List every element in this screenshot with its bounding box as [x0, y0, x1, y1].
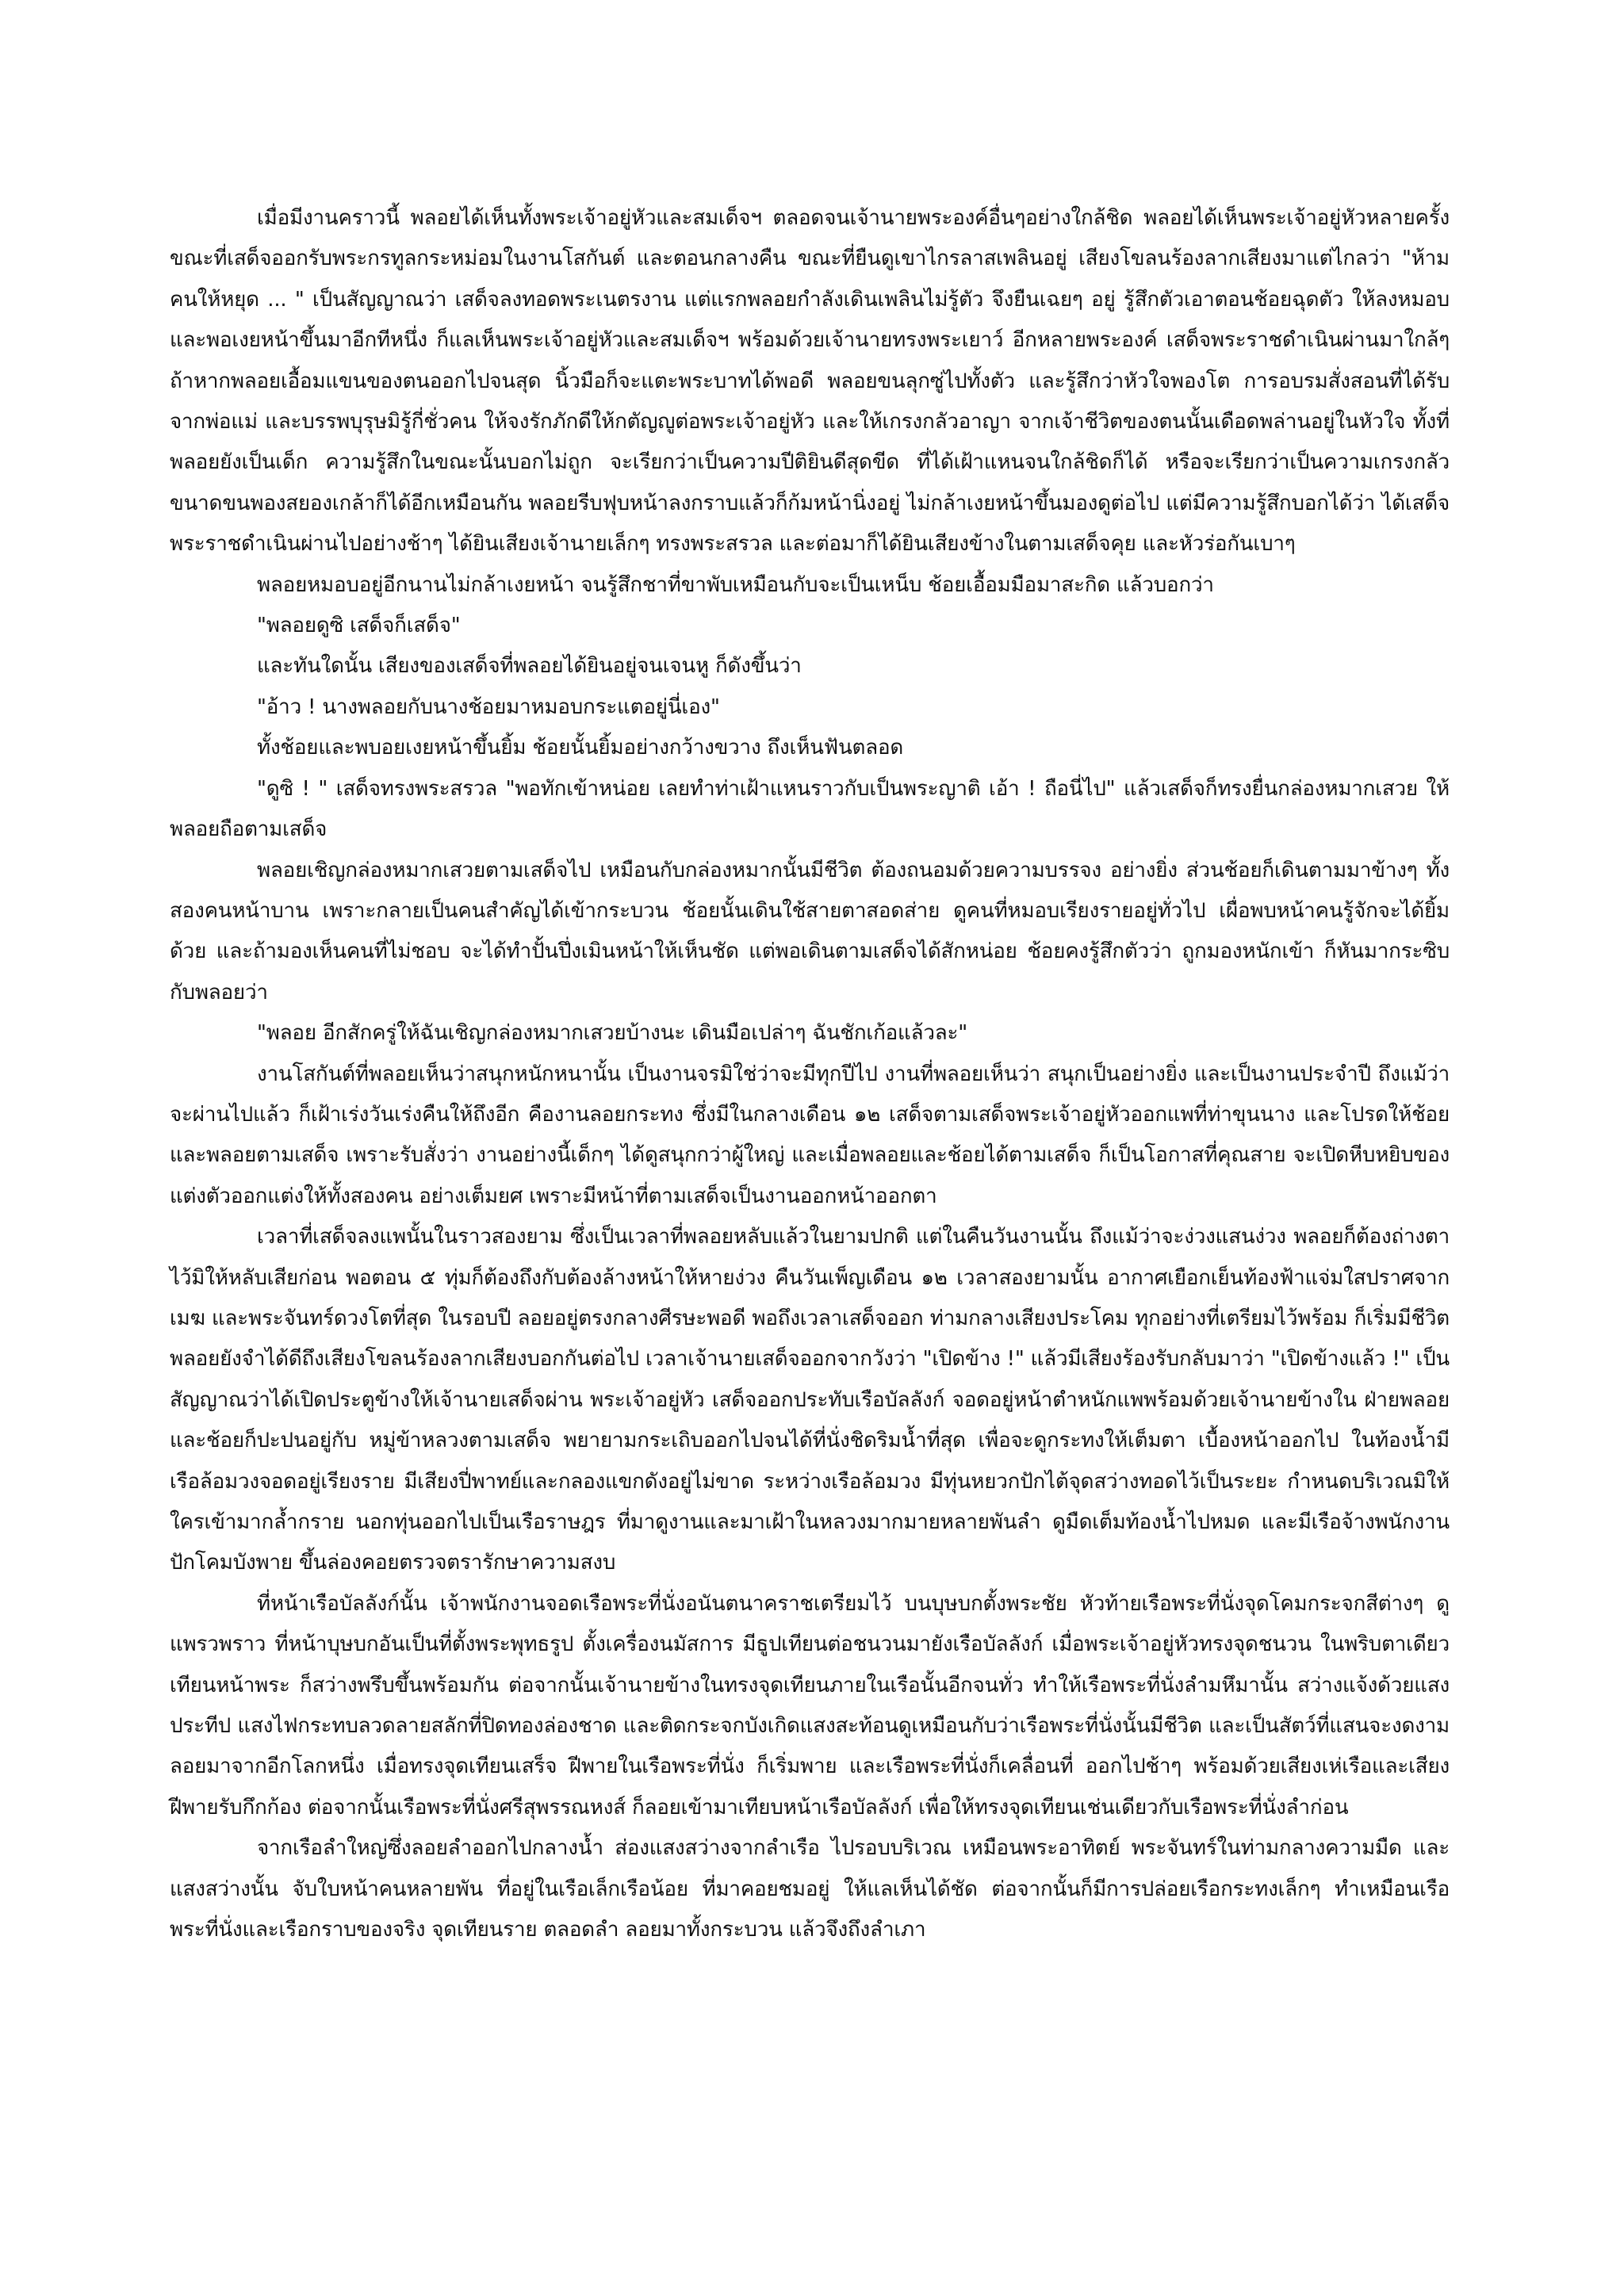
document-body [170, 198, 1450, 1950]
paragraph-2: พลอยหมอบอยู่อีกนานไม่กล้าเงยหน้า จนรู้สึกชาที่ขาพับเหมือนกับจะเป็นเหน็บ ช้อยเอื้อมมือมาสะกิด แล้วบอกว่า [257, 572, 1214, 597]
paragraph-1: เมื่อมีงานคราวนี้ พลอยได้เห็นทั้งพระเจ้าอยู่หัวและสมเด็จฯ ตลอดจนเจ้านายพระองค์อื่นๆอย่างใกล้ชิด พลอยได้เห็นพระเจ้าอยู่หัวหลายครั้ง ขณะที่เสด็จออกรับพระกรทูลกระหม่อมในงานโสกันต์ และตอนกลางคืน ขณะที่ยืนดูเขาไกรลาสเพลินอยู่ เสียงโขลนร้องลากเสียงมาแต่ไกลว่า "ห้ามคนให้หยุด ... " เป็นสัญญาณว่า เสด็จลงทอดพระเนตรงาน แต่แรกพลอยกำลังเดินเพลินไม่รู้ตัว จึงยืนเฉยๆ อยู่ รู้สึกตัวเอาตอนช้อยฉุดตัว ให้ลงหมอบ และพอเงยหน้าขึ้นมาอีกทีหนึ่ง ก็แลเห็นพระเจ้าอยู่หัวและสมเด็จฯ พร้อมด้วยเจ้านายทรงพระเยาว์ อีกหลายพระองค์ เสด็จพระราชดำเนินผ่านมาใกล้ๆ ถ้าหากพลอยเอื้อมแขนของตนออกไปจนสุด นิ้วมือก็จะแตะพระบาทได้พอดี พลอยขนลุกซู่ไปทั้งตัว และรู้สึกว่าหัวใจพองโต การอบรมสั่งสอนที่ได้รับ จากพ่อแม่ และบรรพบุรุษมิรู้กี่ชั่วคน ให้จงรักภักดีให้กตัญญูต่อพระเจ้าอยู่หัว และให้เกรงกลัวอาญา จากเจ้าชีวิตของตนนั้นเดือดพล่านอยู่ในหัวใจ ทั้งที่พลอยยังเป็นเด็ก ความรู้สึกในขณะนั้นบอกไม่ถูก จะเรียกว่าเป็นความปีติยินดีสุดขีด ที่ได้เฝ้าแหนจนใกล้ชิดก็ได้ หรือจะเรียกว่าเป็นความเกรงกลัว ขนาดขนพองสยองเกล้าก็ได้อีกเหมือนกัน พลอยรีบฟุบหน้าลงกราบแล้วก็ก้มหน้านิ่งอยู่ ไม่กล้าเงยหน้าขึ้นมองดูต่อไป แต่มีความรู้สึกบอกได้ว่า ได้เสด็จพระราชดำเนินผ่านไปอย่างช้าๆ ได้ยินเสียงเจ้านายเล็กๆ ทรงพระสรวล และต่อมาก็ได้ยินเสียงข้างในตามเสด็จคุย และหัวร่อกันเบาๆ [170, 206, 1450, 557]
paragraph-9: "พลอย อีกสักครู่ให้ฉันเชิญกล่องหมากเสวยบ้างนะ เดินมือเปล่าๆ ฉันชักเก้อแล้วละ" [257, 1021, 967, 1046]
paragraph-8: พลอยเชิญกล่องหมากเสวยตามเสด็จไป เหมือนกับกล่องหมากนั้นมีชีวิต ต้องถนอมด้วยความบรรจง อย่างยิ่ง ส่วนช้อยก็เดินตามมาข้างๆ ทั้งสองคนหน้าบาน เพราะกลายเป็นคนสำคัญได้เข้ากระบวน ช้อยนั้นเดินใช้สายตาสอดส่าย ดูคนที่หมอบเรียงรายอยู่ทั่วไป เผื่อพบหน้าคนรู้จักจะได้ยิ้มด้วย และถ้ามองเห็นคนที่ไม่ชอบ จะได้ทำปั้นปึ่งเมินหน้าให้เห็นชัด แต่พอเดินตามเสด็จได้สักหน่อย ช้อยคงรู้สึกตัวว่า ถูกมองหนักเข้า ก็หันมากระซิบกับพลอยว่า [170, 858, 1450, 1004]
paragraph-7: "ดูซิ ! " เสด็จทรงพระสรวล "พอทักเข้าหน่อย เลยทำท่าเฝ้าแหนราวกับเป็นพระญาติ เอ้า ! ถือนี่ไป" แล้วเสด็จก็ทรงยื่นกล่องหมากเสวย ให้พลอยถือตามเสด็จ [170, 776, 1450, 842]
paragraph-11: เวลาที่เสด็จลงแพนั้นในราวสองยาม ซึ่งเป็นเวลาที่พลอยหลับแล้วในยามปกติ แต่ในคืนวันงานนั้น ถึงแม้ว่าจะง่วงแสนง่วง พลอยก็ต้องถ่างตาไว้มิให้หลับเสียก่อน พอตอน ๕ ทุ่มก็ต้องถึงกับต้องล้างหน้าให้หายง่วง คืนวันเพ็ญเดือน ๑๒ เวลาสองยามนั้น อากาศเยือกเย็นท้องฟ้าแจ่มใสปราศจากเมฆ และพระจันทร์ดวงโตที่สุด ในรอบปี ลอยอยู่ตรงกลางศีรษะพอดี พอถึงเวลาเสด็จออก ท่ามกลางเสียงประโคม ทุกอย่างที่เตรียมไว้พร้อม ก็เริ่มมีชีวิต พลอยยังจำได้ดีถึงเสียงโขลนร้องลากเสียงบอกกันต่อไป เวลาเจ้านายเสด็จออกจากวังว่า "เปิดข้าง !" แล้วมีเสียงร้องรับกลับมาว่า "เปิดข้างแล้ว !" เป็นสัญญาณว่าได้เปิดประตูข้างให้เจ้านายเสด็จผ่าน พระเจ้าอยู่หัว เสด็จออกประทับเรือบัลลังก์ จอดอยู่หน้าตำหนักแพพร้อมด้วยเจ้านายข้างใน ฝ่ายพลอยและช้อยก็ปะปนอยู่กับ หมู่ข้าหลวงตามเสด็จ พยายามกระเถิบออกไปจนได้ที่นั่งชิดริมน้ำที่สุด เพื่อจะดูกระทงให้เต็มตา เบื้องหน้าออกไป ในท้องน้ำมีเรือล้อมวงจอดอยู่เรียงราย มีเสียงปี่พาทย์และกลองแขกดังอยู่ไม่ขาด ระหว่างเรือล้อมวง มีทุ่นหยวกปักไต้จุดสว่างทอดไว้เป็นระยะ กำหนดบริเวณมิให้ใครเข้ามากล้ำกราย นอกทุ่นออกไปเป็นเรือราษฎร ที่มาดูงานและมาเฝ้าในหลวงมากมายหลายพันลำ ดูมืดเต็มท้องน้ำไปหมด และมีเรือจ้างพนักงานปักโคมบังพาย ขึ้นล่องคอยตรวจตรารักษาความสงบ [170, 1225, 1450, 1575]
paragraph-10: งานโสกันต์ที่พลอยเห็นว่าสนุกหนักหนานั้น เป็นงานจรมิใช่ว่าจะมีทุกปีไป งานที่พลอยเห็นว่า สนุกเป็นอย่างยิ่ง และเป็นงานประจำปี ถึงแม้ว่าจะผ่านไปแล้ว ก็เฝ้าเร่งวันเร่งคืนให้ถึงอีก คืองานลอยกระทง ซึ่งมีในกลางเดือน ๑๒ เสด็จตามเสด็จพระเจ้าอยู่หัวออกแพที่ท่าขุนนาง และโปรดให้ช้อยและพลอยตามเสด็จ เพราะรับสั่งว่า งานอย่างนี้เด็กๆ ได้ดูสนุกกว่าผู้ใหญ่ และเมื่อพลอยและช้อยได้ตามเสด็จ ก็เป็นโอกาสที่คุณสาย จะเปิดหีบหยิบของแต่งตัวออกแต่งให้ทั้งสองคน อย่างเต็มยศ เพราะมีหน้าที่ตามเสด็จเป็นงานออกหน้าออกตา [170, 1062, 1450, 1208]
paragraph-12: ที่หน้าเรือบัลลังก์นั้น เจ้าพนักงานจอดเรือพระที่นั่งอนันตนาคราชเตรียมไว้ บนบุษบกตั้งพระชัย หัวท้ายเรือพระที่นั่งจุดโคมกระจกสีต่างๆ ดูแพรวพราว ที่หน้าบุษบกอันเป็นที่ตั้งพระพุทธรูป ตั้งเครื่องนมัสการ มีธูปเทียนต่อชนวนมายังเรือบัลลังก์ เมื่อพระเจ้าอยู่หัวทรงจุดชนวน ในพริบตาเดียวเทียนหน้าพระ ก็สว่างพรึบขึ้นพร้อมกัน ต่อจากนั้นเจ้านายข้างในทรงจุดเทียนภายในเรือนั้นอีกจนทั่ว ทำให้เรือพระที่นั่งลำมหึมานั้น สว่างแจ้งด้วยแสงประทีป แสงไฟกระทบลวดลายสลักที่ปิดทองล่องชาด และติดกระจกบังเกิดแสงสะท้อนดูเหมือนกับว่าเรือพระที่นั่งนั้นมีชีวิต และเป็นสัตว์ที่แสนจะงดงาม ลอยมาจากอีกโลกหนึ่ง เมื่อทรงจุดเทียนเสร็จ ฝีพายในเรือพระที่นั่ง ก็เริ่มพาย และเรือพระที่นั่งก็เคลื่อนที่ ออกไปช้าๆ พร้อมด้วยเสียงเห่เรือและเสียงฝีพายรับกึกก้อง ต่อจากนั้นเรือพระที่นั่งศรีสุพรรณหงส์ ก็ลอยเข้ามาเทียบหน้าเรือบัลลังก์ เพื่อให้ทรงจุดเทียนเช่นเดียวกับเรือพระที่นั่งลำก่อน [170, 1591, 1450, 1820]
paragraph-6: ทั้งช้อยและพบอยเงยหน้าขึ้นยิ้ม ช้อยนั้นยิ้มอย่างกว้างขวาง ถึงเห็นฟันตลอด [257, 736, 904, 760]
paragraph-13: จากเรือลำใหญ่ซึ่งลอยลำออกไปกลางน้ำ ส่องแสงสว่างจากลำเรือ ไปรอบบริเวณ เหมือนพระอาทิตย์ พระจันทร์ในท่ามกลางความมืด และแสงสว่างนั้น จับใบหน้าคนหลายพัน ที่อยู่ในเรือเล็กเรือน้อย ที่มาคอยชมอยู่ ให้แลเห็นได้ชัด ต่อจากนั้นก็มีการปล่อยเรือกระทงเล็กๆ ทำเหมือนเรือพระที่นั่งและเรือกราบของจริง จุดเทียนราย ตลอดลำ ลอยมาทั้งกระบวน แล้วจึงถึงลำเภา [170, 1836, 1450, 1942]
paragraph-5: "อ้าว ! นางพลอยกับนางช้อยมาหมอบกระแตอยู่นี่เอง" [257, 695, 720, 719]
paragraph-4: และทันใดนั้น เสียงของเสด็จที่พลอยได้ยินอยู่จนเจนหู ก็ดังขึ้นว่า [257, 654, 802, 679]
paragraph-3: "พลอยดูซิ เสด็จก็เสด็จ" [257, 614, 461, 638]
